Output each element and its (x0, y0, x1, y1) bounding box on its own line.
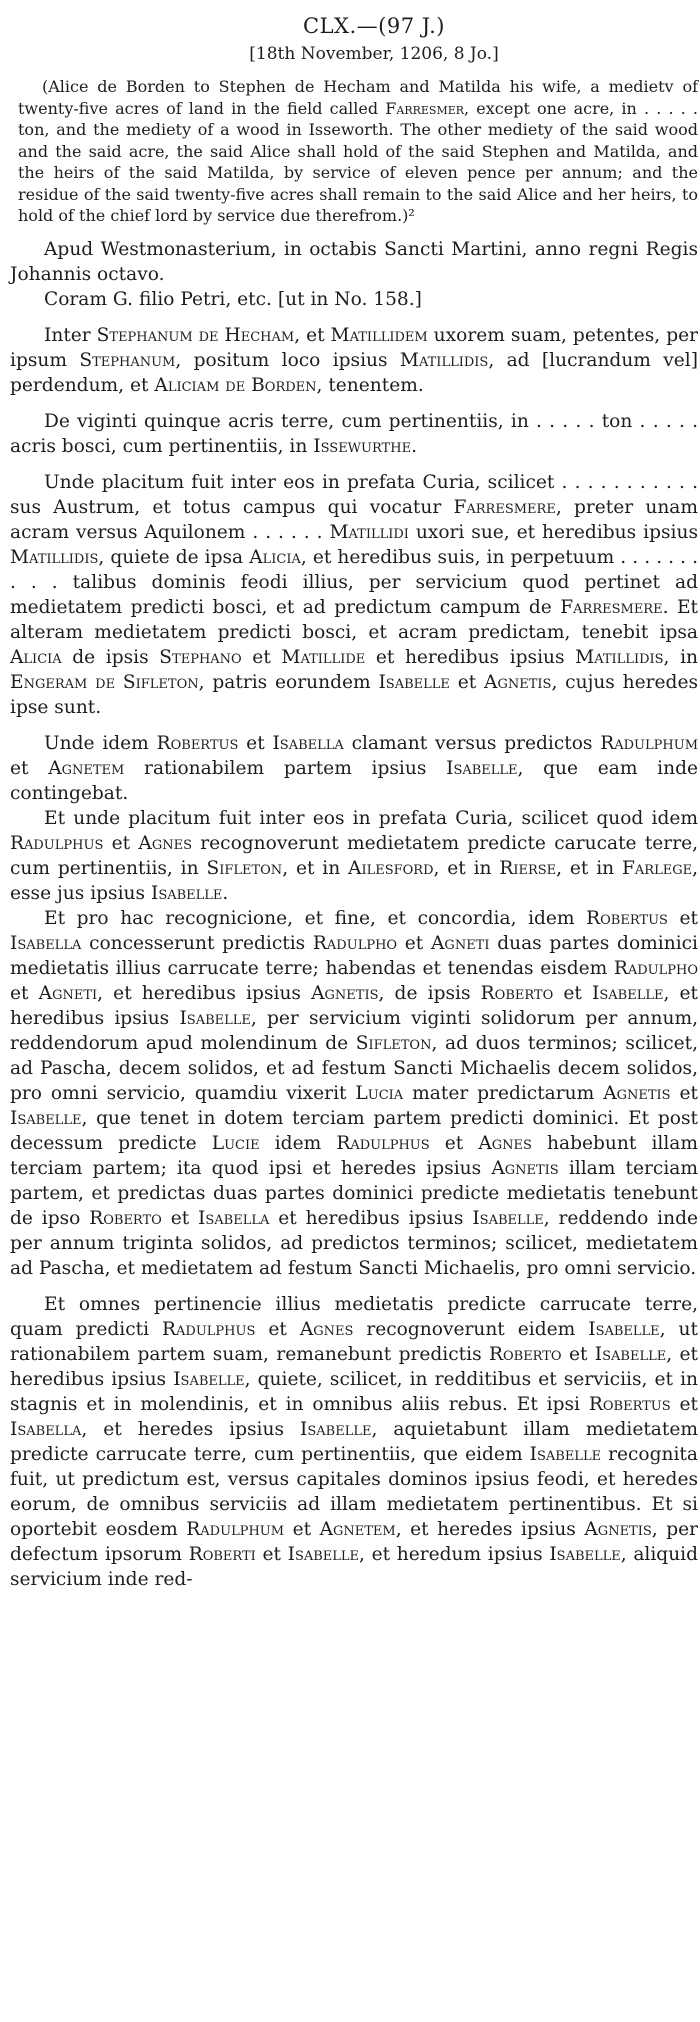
proper-name: Stephanum (79, 349, 176, 371)
latin-text-body (10, 237, 698, 1592)
text-run: , et heredum ipsius (359, 1543, 550, 1565)
text-run: , et in (282, 857, 349, 879)
proper-name: Farresmere (560, 596, 663, 618)
text-run: , ad [lucrandum vel] perdendum, et (10, 349, 698, 396)
text-run: De viginti quinque acris terre, cum pertinentiis, in . . . . . ton . . . . . acris bosci, cum pertinentiis, in (10, 410, 698, 457)
text-run: Et omnes pertinencie illius medietatis predicte carrucate terre, quam predicti (10, 1293, 698, 1340)
text-run: rationabilem partem ipsius (124, 757, 447, 779)
proper-name: Matillidis (575, 646, 664, 668)
text-run: et heredibus ipsius (365, 646, 576, 668)
latin-paragraph (10, 731, 698, 806)
proper-name: Roberto (480, 982, 554, 1004)
proper-name: Sifleton (206, 857, 283, 879)
proper-name: Agnetis (311, 982, 379, 1004)
text-run: et (667, 907, 698, 929)
text-run: , except one acre, in . . . . . ton, and the mediety of a wood in Isseworth. The other mediety of the said wood and the said acre, the said Alice shall hold of the said Stephen and Matilda, and the heirs of the said Matilda, by service of eleven pence per annum; and the residue of the said twenty-five acres shall remain to the said Alice and her heirs, to hold of the chief lord by service due therefrom.)² (18, 98, 698, 225)
proper-name: Farlege (622, 857, 693, 879)
proper-name: Farresmer (385, 98, 465, 118)
text-run: , et heredibus ipsius (97, 982, 312, 1004)
proper-name: Agnetis (491, 1157, 559, 1179)
text-run: , aliquid servicium inde red- (10, 1543, 699, 1590)
text-run: clamant versus predictos (343, 732, 601, 754)
proper-name: Issewurthe (313, 435, 412, 457)
english-summary (10, 76, 698, 227)
proper-name: Isabelle (173, 1368, 245, 1390)
text-run: , ut rationabilem partem suam, remanebunt predictis (10, 1318, 698, 1365)
text-run: , et heredes ipsius (395, 1518, 585, 1540)
text-run: et (10, 757, 49, 779)
proper-name: Radulphus (162, 1318, 256, 1340)
proper-name: Agnetis (603, 1082, 671, 1104)
latin-paragraph (10, 806, 698, 906)
text-run: , reddendo inde per annum triginta solidos, ad predictos terminos; scilicet, medietatem ad Pascha, et medietatem ad festum Sancti Michaelis, pro omni servicio. (10, 1207, 698, 1279)
text-run: et (449, 671, 485, 693)
text-run: et (670, 1082, 699, 1104)
text-run: , esse jus ipsius (10, 857, 699, 904)
record-heading: CLX.—(97 J.) (303, 14, 445, 38)
text-run: , quiete de ipsa (98, 546, 250, 568)
latin-paragraph (10, 1292, 698, 1592)
text-run: et (255, 1543, 288, 1565)
proper-name: Isabelle (287, 1543, 360, 1565)
proper-name: Lucie (211, 1132, 260, 1154)
text-run: . (411, 435, 417, 457)
text-run: Unde idem (44, 732, 157, 754)
text-run: et (241, 646, 282, 668)
text-run: , quiete, scilicet, in redditibus et serviciis, et in stagnis et in molendinis, et in omnibus aliis rebus. Et ipsi (10, 1368, 698, 1415)
text-run: , que tenet in dotem terciam partem predicti dominici. Et post decessum predicte (10, 1107, 698, 1154)
text-run: , ad duos terminos; scilicet, ad Pascha, decem solidos, et ad festum Sancti Michaelis decem solidos, pro omni servicio, quamdiu vixerit (10, 1032, 698, 1104)
proper-name: Robertus (588, 1393, 671, 1415)
proper-name: Radulphus (10, 832, 104, 854)
text-run: , et heredibus ipsius (10, 1343, 698, 1390)
text-run: de ipsis (61, 646, 160, 668)
proper-name: Isabelle (300, 1418, 372, 1440)
text-run: et (10, 982, 39, 1004)
record-date: [18th November, 1206, 8 Jo.] (249, 44, 499, 64)
text-run: , tenentem. (316, 374, 424, 396)
proper-name: Agnes (299, 1318, 354, 1340)
proper-name: Sifleton (355, 1032, 432, 1054)
text-run: recognoverunt eidem (353, 1318, 589, 1340)
text-run: et (561, 1343, 595, 1365)
latin-paragraph (10, 906, 698, 1281)
text-run: et (553, 982, 593, 1004)
proper-name: Matillide (281, 646, 366, 668)
proper-name: Isabelle (549, 1543, 621, 1565)
proper-name: Matillidem (330, 324, 428, 346)
text-run: mater predictarum (403, 1082, 604, 1104)
proper-name: Roberto (89, 1207, 162, 1229)
text-run: , per defectum ipsorum (10, 1518, 698, 1565)
proper-name: Aliciam de Borden (154, 374, 317, 396)
text-run: habebunt illam terciam partem; ita quod ipsi et heredes ipsius (10, 1132, 698, 1179)
text-run: et (284, 1518, 320, 1540)
proper-name: Isabelle (529, 1443, 602, 1465)
text-run: , per servicium viginti solidorum per annum, reddendorum apud molendinum de (10, 1007, 698, 1054)
proper-name: Ailesford (348, 857, 434, 879)
text-run: , et heredibus suis, in perpetuum . . . . . . . . . . talibus dominis feodi illius, per servicium quod pertinet ad medietatem predicti bosci, et ad predictum campum de (10, 546, 698, 618)
text-run: , preter unam acram versus Aquilonem . . . . . . (10, 496, 699, 543)
text-run: , que eam inde contingebat. (10, 757, 698, 804)
text-run: , et in (433, 857, 500, 879)
text-run: et (103, 832, 139, 854)
text-run: , aquietabunt illam medietatem predicte carrucate terre, cum pertinentiis, que eidem (10, 1418, 698, 1465)
text-run: et (397, 932, 431, 954)
text-run: et (238, 732, 273, 754)
proper-name: Isabelle (592, 982, 664, 1004)
proper-name: Lucia (355, 1082, 404, 1104)
text-run: uxorem suam, petentes, per ipsum (10, 324, 698, 371)
text-run: concesserunt predictis (81, 932, 313, 954)
proper-name: Radulpho (613, 957, 698, 979)
proper-name: Alicia (249, 546, 301, 568)
text-run: . Et alteram medietatem predicti bosci, et acram predictam, tenebit ipsa (10, 596, 698, 643)
text-run: , et heredibus ipsius (10, 982, 699, 1029)
text-run: Unde placitum fuit inter eos in prefata Curia, scilicet . . . . . . . . . . . sus Austrum, et totus campus qui vocatur (10, 471, 698, 518)
text-run: Et unde placitum fuit inter eos in prefata Curia, scilicet quod idem (44, 807, 698, 829)
proper-name: Isabelle (10, 1107, 82, 1129)
text-run: Coram G. filio Petri, etc. [ut in No. 158.] (44, 288, 422, 310)
text-run: Inter (44, 324, 97, 346)
proper-name: Isabella (10, 932, 82, 954)
text-run: , positum loco ipsius (175, 349, 400, 371)
proper-name: Agnetis (584, 1518, 652, 1540)
text-run: et (429, 1132, 479, 1154)
proper-name: Roberto (488, 1343, 562, 1365)
proper-name: Isabelle (472, 1207, 544, 1229)
text-run: Apud Westmonasterium, in octabis Sancti Martini, anno regni Regis Johannis octavo. (10, 238, 698, 285)
latin-paragraph (10, 470, 698, 720)
latin-paragraph (10, 287, 698, 312)
proper-name: Robertus (156, 732, 239, 754)
proper-name: Isabella (198, 1207, 270, 1229)
proper-name: Matillidi (329, 521, 409, 543)
text-run: recognoverunt medietatem predicte carucate terre, cum pertinentiis, in (10, 832, 698, 879)
proper-name: Radulphus (336, 1132, 430, 1154)
proper-name: Stephano (159, 646, 242, 668)
text-run: , in (663, 646, 698, 668)
proper-name: Robertus (586, 907, 668, 929)
text-run: , et (294, 324, 331, 346)
latin-paragraph (10, 323, 698, 398)
text-run: Et pro hac recognicione, et fine, et concordia, idem (44, 907, 587, 929)
proper-name: Radulphum (186, 1518, 285, 1540)
proper-name: Agneti (38, 982, 98, 1004)
text-run: et heredibus ipsius (269, 1207, 473, 1229)
proper-name: Isabelle (378, 671, 450, 693)
text-run: et (255, 1318, 300, 1340)
proper-name: Agnetem (48, 757, 125, 779)
proper-name: Stephanum de Hecham (96, 324, 295, 346)
proper-name: Agnetem (319, 1518, 396, 1540)
text-run: . (222, 882, 229, 904)
latin-paragraph (10, 409, 698, 459)
text-run: , et heredes ipsius (81, 1418, 301, 1440)
proper-name: Matillidis (399, 349, 489, 371)
text-run: , de ipsis (378, 982, 481, 1004)
proper-name: Matillidis (10, 546, 99, 568)
proper-name: Radulpho (312, 932, 398, 954)
proper-name: Agnetis (484, 671, 552, 693)
proper-name: Alicia (10, 646, 62, 668)
proper-name: Isabella (272, 732, 344, 754)
text-run: et (161, 1207, 199, 1229)
text-run: idem (259, 1132, 337, 1154)
proper-name: Farresmere (453, 496, 556, 518)
latin-paragraph (10, 237, 698, 287)
text-run: , et in (556, 857, 623, 879)
proper-name: Isabelle (446, 757, 518, 779)
text-run: recognita fuit, ut predictum est, versus capitales dominos ipsius feodi, et heredes eorum, de omnibus serviciis ad illam medietatem pertinentibus. Et si oportebit eosdem (10, 1443, 698, 1540)
proper-name: Isabelle (150, 882, 223, 904)
text-run: duas partes dominici medietatis illius carrucate terre; habendas et tenendas eisdem (10, 932, 698, 979)
proper-name: Rierse (499, 857, 557, 879)
proper-name: Engeram de Sifleton (10, 671, 199, 693)
text-run: uxori sue, et heredibus ipsius (408, 521, 698, 543)
proper-name: Isabelle (588, 1318, 660, 1340)
text-run: et (670, 1393, 699, 1415)
text-run: , patris eorundem (198, 671, 379, 693)
proper-name: Radulphum (600, 732, 699, 754)
text-run: illam terciam partem, et predictas duas partes dominici predicte medietatis tenebunt de ipso (10, 1157, 698, 1229)
proper-name: Agnes (478, 1132, 532, 1154)
proper-name: Isabelle (179, 1007, 251, 1029)
proper-name: Isabella (10, 1418, 82, 1440)
proper-name: Agneti (431, 932, 490, 954)
text-run: , cujus heredes ipse sunt. (10, 671, 699, 718)
proper-name: Agnes (138, 832, 192, 854)
proper-name: Roberti (188, 1543, 256, 1565)
proper-name: Isabelle (594, 1343, 667, 1365)
text-run: (Alice de Borden to Stephen de Hecham and Matilda his wife, a medietv of twenty-five acres of land in the field called (18, 77, 698, 118)
